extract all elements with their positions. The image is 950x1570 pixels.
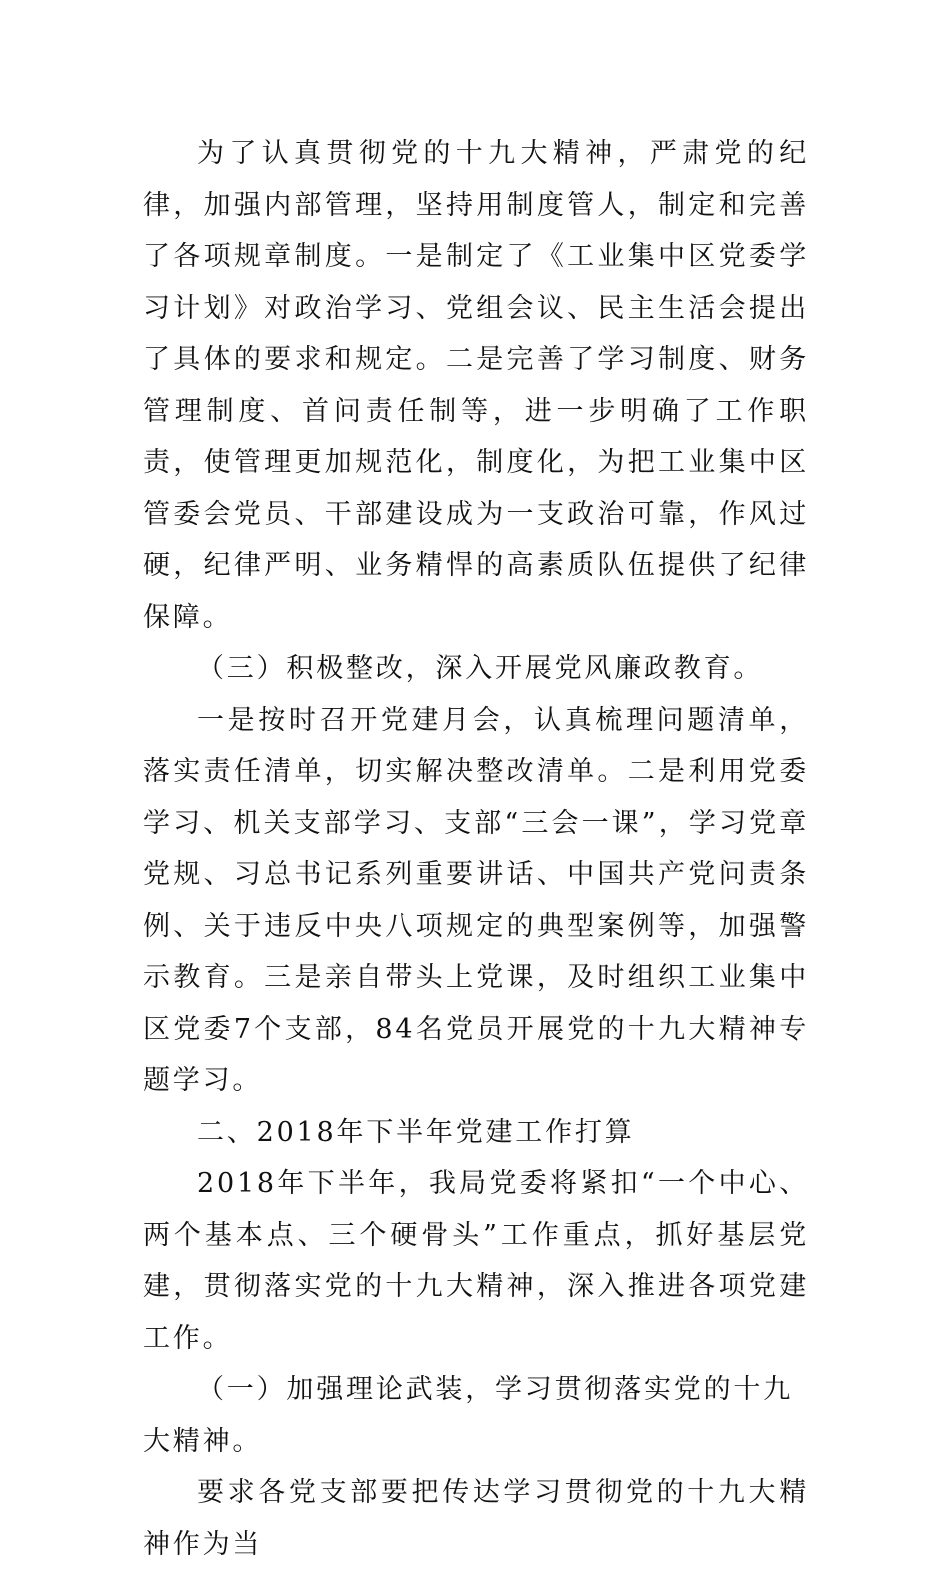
section-heading-rectification: （三）积极整改，深入开展党风廉政教育。 xyxy=(197,653,764,684)
paragraph-party-discipline: 为了认真贯彻党的十九大精神，严肃党的纪律，加强内部管理，坚持用制度管人，制定和完善了各项规章制度。一是制定了《工业集中区党委学习计划》对政治学习、党组会议、民主生活会提出了具体的要求和规定。二是完善了学习制度、财务管理制度、首问责任制等，进一步明确了工作职责，使管理更加规范化，制度化，为把工业集中区管委会党员、干部建设成为一支政治可靠，作风过硬，纪律严明、业务精悍的高素质队伍提供了纪律保障。 xyxy=(143,138,809,633)
paragraph-rectification: 一是按时召开党建月会，认真梳理问题清单，落实责任清单，切实解决整改清单。二是利用党委学习、机关支部学习、支部“三会一课”，学习党章党规、习总书记系列重要讲话、中国共产党问责条例、关于违反中央八项规定的典型案例等，加强警示教育。三是亲自带头上党课，及时组织工业集中区党委7个支部，84名党员开展党的十九大精神专题学习。 xyxy=(143,704,809,1096)
document-body xyxy=(143,128,809,1570)
section-heading-theory: （一）加强理论武装，学习贯彻落实党的十九大精神。 xyxy=(143,1374,793,1457)
section-heading-plan-2018: 二、2018年下半年党建工作打算 xyxy=(197,1116,635,1148)
paragraph-plan-2018: 2018年下半年，我局党委将紧扣“一个中心、两个基本点、三个硬骨头”工作重点，抓好基层党建，贯彻落实党的十九大精神，深入推进各项党建工作。 xyxy=(143,1168,809,1354)
paragraph-theory: 要求各党支部要把传达学习贯彻党的十九大精神作为当 xyxy=(143,1477,809,1560)
